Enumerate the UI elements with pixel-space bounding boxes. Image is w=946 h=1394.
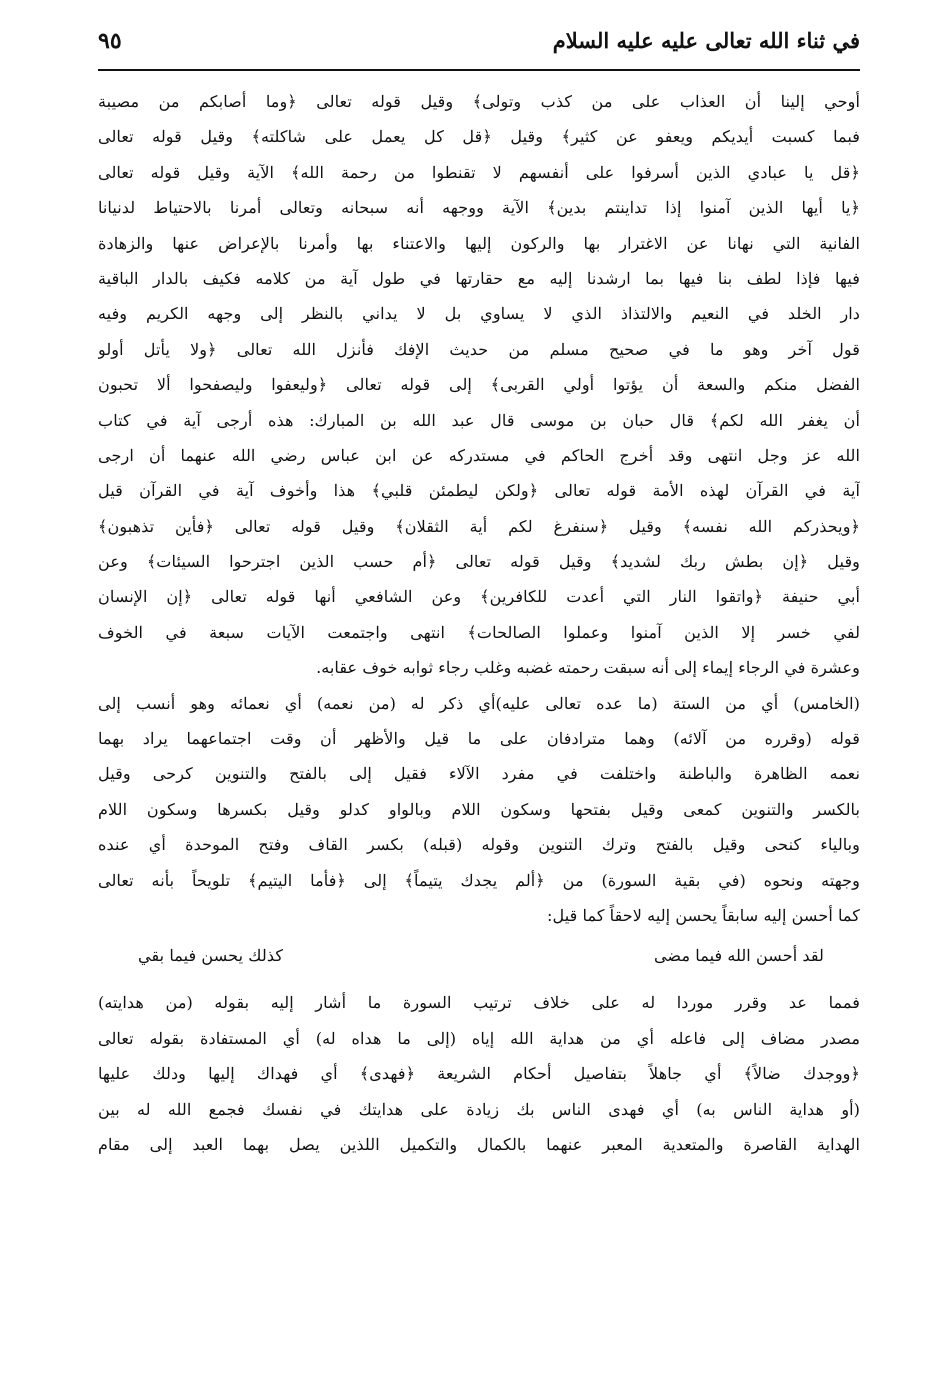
paragraph-guidance	[98, 985, 860, 1162]
text-line: قوله (وقرره من آلائه) وهما مترادفان على ما قيل والأظهر أن وقت اجتماعهما يراد بهما	[98, 729, 860, 749]
header-divider	[98, 69, 860, 71]
paragraph-fifth-section	[98, 686, 860, 934]
text-line: مصدر مضاف إلى فاعله أي من هداية الله إياه (إلى ما هداه له) أي المستفادة بقوله تعالى	[98, 1028, 860, 1048]
text-line: ﴿قل يا عبادي الذين أسرفوا على أنفسهم لا تقنطوا من رحمة الله﴾ الآية وقيل قوله تعالى	[98, 162, 860, 182]
text-line: أبي حنيفة ﴿واتقوا النار التي أعدت للكافرين﴾ وعن الشافعي أنها قوله تعالى ﴿إن الإنسان	[98, 587, 860, 607]
text-line: وجهته ونحوه (في بقية السورة) من ﴿ألم يجدك يتيماً﴾ إلى ﴿فأما اليتيم﴾ تلويحاً بأنه تعالى	[98, 870, 860, 890]
text-line: ﴿ويحذركم الله نفسه﴾ وقيل ﴿سنفرغ لكم أية الثقلان﴾ وقيل قوله تعالى ﴿فأين تذهبون﴾	[98, 516, 860, 536]
text-line: الفضل منكم والسعة أن يؤتوا أولي القربى﴾ إلى قوله تعالى ﴿وليعفوا وليصفحوا ألا تحبون	[98, 375, 860, 395]
verse-second-hemistich: كذلك يحسن فيما بقي	[138, 946, 284, 966]
text-line: الله عز وجل انتهى وقد أخرج الحاكم في مستدركه عن ابن عباس رضي الله عنهما أن ارجى	[98, 445, 860, 465]
paragraph-fear-and-hope	[98, 84, 860, 686]
text-line: وبالياء كنحى وقيل بالفتح وترك التنوين وقوله (قبله) بكسر القاف وفتح الموحدة أي عنده	[98, 835, 860, 855]
poetry-verse	[98, 933, 860, 979]
text-line: دار الخلد في النعيم والالتذاذ الذي لا يساوي بل لا يداني بالنظر إلى وجهه الكريم وفيه	[98, 304, 860, 324]
text-line: (الخامس) أي من الستة (ما عده تعالى عليه)أي ذكر له (من نعمه) أي نعمائه وهو أنسب إلى	[98, 693, 860, 713]
text-line: وقيل ﴿إن بطش ربك لشديد﴾ وقيل قوله تعالى ﴿أم حسب الذين اجترحوا السيئات﴾ وعن	[98, 552, 860, 572]
text-line: ﴿ووجدك ضالاً﴾ أي جاهلاً بتفاصيل أحكام الشريعة ﴿فهدى﴾ أي فهداك إليها ودلك عليها	[98, 1064, 860, 1084]
text-line: أن يغفر الله لكم﴾ قال حبان بن موسى قال عبد الله بن المبارك: هذه أرجى آية في كتاب	[98, 410, 860, 430]
page-number: ٩٥	[98, 28, 122, 54]
text-line: (أو هداية الناس به) أي فهدى الناس بك زيادة على هدايتك في نفسك فجمع الله له بين	[98, 1099, 860, 1119]
text-line: كما أحسن إليه سابقاً يحسن إليه لاحقاً كما قيل:	[547, 905, 860, 925]
text-line: الهداية القاصرة والمتعدية المعبر عنهما بالكمال والتكميل اللذين يصل بهما العبد إلى مقام	[98, 1134, 860, 1154]
text-line: أوحي إلينا أن العذاب على من كذب وتولى﴾ وقيل قوله تعالى ﴿وما أصابكم من مصيبة	[98, 92, 860, 111]
text-line: آية في القرآن لهذه الأمة قوله تعالى ﴿ولكن ليطمئن قلبي﴾ هذا وأخوف آية في القرآن قيل	[98, 481, 860, 501]
body-text	[98, 84, 860, 1162]
text-line: الفانية التي نهانا عن الاغترار بها والركون إليها والاعتناء بها وأمرنا بالإعراض عنها والزهادة	[98, 233, 860, 253]
text-line: فمما عد وقرر موردا له على خلاف ترتيب السورة ما أشار إليه بقوله (من هدايته)	[98, 993, 860, 1013]
text-line: فبما كسبت أيديكم ويعفو عن كثير﴾ وقيل ﴿قل كل يعمل على شاكلته﴾ وقيل قوله تعالى	[98, 127, 860, 147]
text-line: ﴿يا أيها الذين آمنوا إذا تداينتم بدين﴾ الآية ووجهه أنه سبحانه وتعالى أمرنا بالاحتياط لدنيانا	[98, 198, 860, 218]
text-line: قول آخر وهو ما في صحيح مسلم من حديث الإفك فأنزل الله تعالى ﴿ولا يأتل أولو	[98, 339, 860, 359]
text-line: فيها فإذا لطف بنا فيها بما ارشدنا إليه مع حقارتها في طول آية من كلامه فكيف بالدار الباقية	[98, 268, 860, 288]
text-line: بالكسر والتنوين كمعى وقيل بفتحها وسكون اللام وبالواو كدلو وقيل بكسرها وسكون اللام	[98, 799, 860, 819]
text-line: نعمه الظاهرة والباطنة واختلفت في مفرد الآلاء فقيل إلى بالفتح والتنوين كرحى وقيل	[98, 764, 860, 784]
running-title: في ثناء الله تعالى عليه عليه السلام	[552, 28, 860, 53]
text-line: وعشرة في الرجاء إيماء إلى أنه سبقت رحمته غضبه وغلب رجاء ثوابه خوف عقابه.	[316, 658, 860, 678]
page-header	[98, 22, 860, 66]
text-line: لفي خسر إلا الذين آمنوا وعملوا الصالحات﴾ انتهى واجتمعت الآيات سبعة في الخوف	[98, 622, 860, 642]
verse-first-hemistich: لقد أحسن الله فيما مضى	[653, 946, 824, 966]
